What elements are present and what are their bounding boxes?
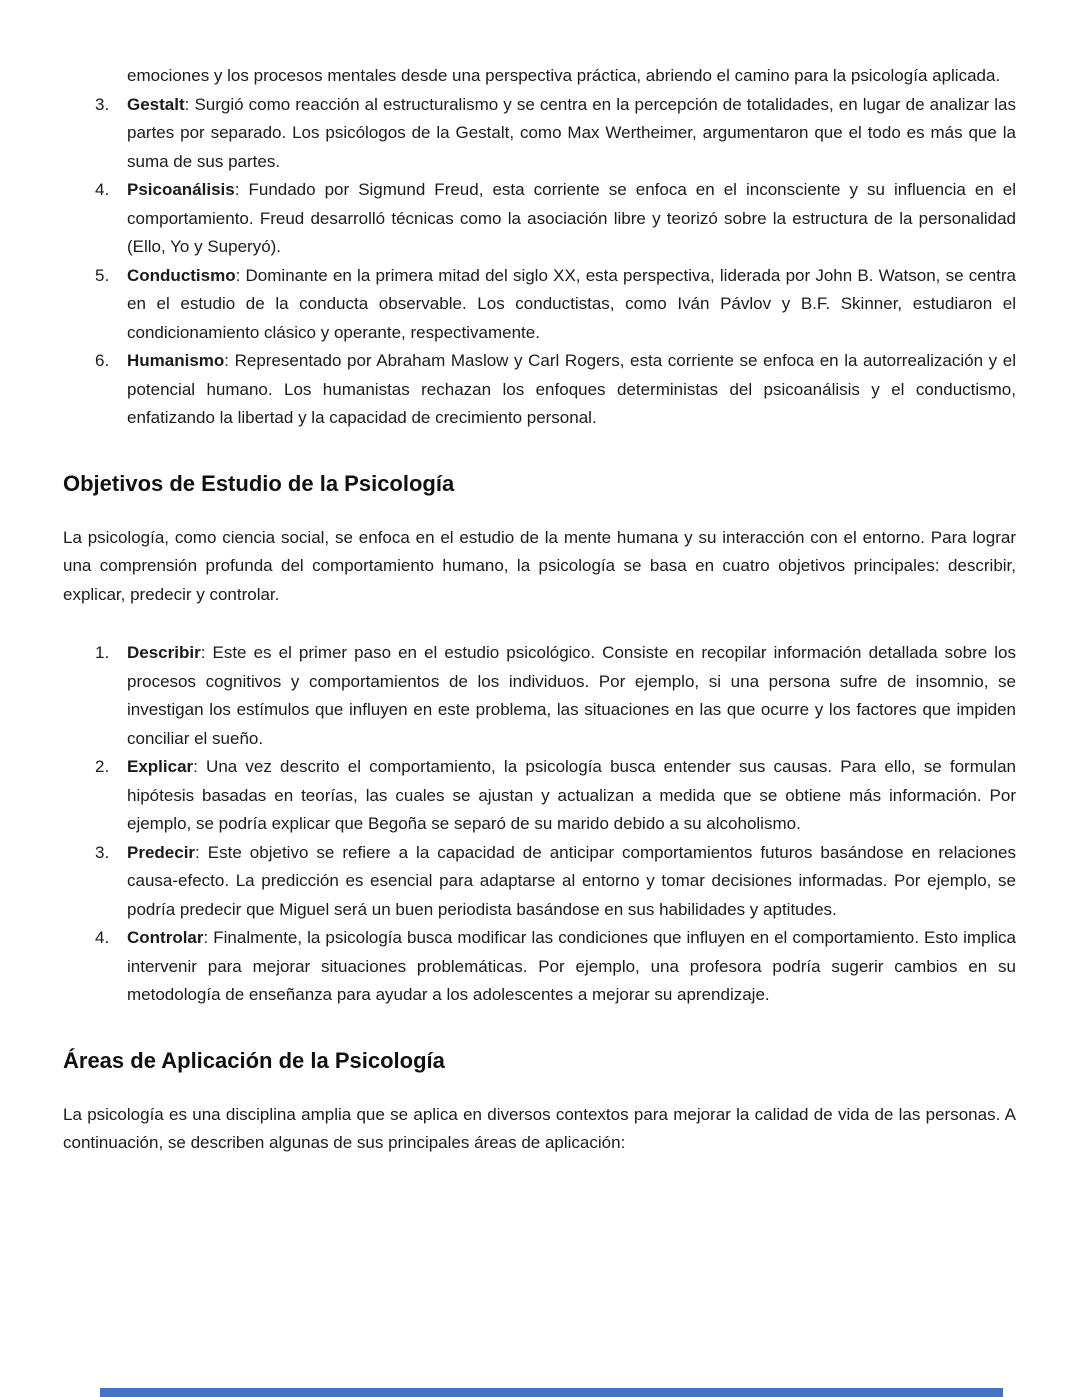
list-number: 4. [95, 928, 110, 947]
list-number: 3. [95, 842, 110, 862]
list-term: Humanismo [127, 351, 225, 370]
list-number: 1. [95, 643, 110, 662]
list-term: Describir [127, 643, 201, 662]
list-text: : Surgió como reacción al estructuralismo y se centra en la percepción de totalidades, en lugar de analizar las partes por separado. Los psicólogos de la Gestalt, como Max Wertheimer, argumentaron que el todo es más que la suma de sus partes. [127, 94, 1016, 171]
list-term: Predecir [127, 842, 196, 862]
list-item-gestalt [63, 91, 1016, 177]
schools-list [63, 91, 1016, 433]
list-item-conductismo [63, 262, 1016, 348]
section-heading-objetivos: Objetivos de Estudio de la Psicología [63, 470, 455, 496]
list-number: 3. [95, 94, 110, 114]
paragraph-objetivos-intro: La psicología, como ciencia social, se enfoca en el estudio de la mente humana y su interacción con el entorno. Para lograr una comprensión profunda del comportamiento humano, la psicología se basa en cuatro objetivos principales: describir, explicar, predecir y controlar. [63, 527, 1016, 604]
list-text: : Finalmente, la psicología busca modificar las condiciones que influyen en el comportamiento. Esto implica intervenir para mejorar situaciones problemáticas. Por ejemplo, una profesora podría sugerir cambios en su metodología de enseñanza para ayudar a los adolescentes a mejorar su aprendizaje. [127, 928, 1016, 1004]
list-item-controlar [63, 924, 1016, 1010]
list-text: : Fundado por Sigmund Freud, esta corriente se enfoca en el inconsciente y su influencia en el comportamiento. Freud desarrolló técnicas como la asociación libre y teorizó sobre la estructura de la personalidad (Ello, Yo y Superyó). [127, 180, 1016, 256]
list-item-describir [63, 639, 1016, 753]
paragraph-continuation: emociones y los procesos mentales desde una perspectiva práctica, abriendo el camino para la psicología aplicada. [127, 66, 1001, 85]
list-term: Controlar [127, 928, 204, 947]
list-text: : Representado por Abraham Maslow y Carl Rogers, esta corriente se enfoca en la autorrealización y el potencial humano. Los humanistas rechazan los enfoques deterministas del psicoanálisis y el conductismo, enfatizando la libertad y la capacidad de crecimiento personal. [127, 351, 1016, 427]
list-item-predecir [63, 839, 1016, 925]
list-item-psicoanalisis [63, 176, 1016, 262]
list-number: 6. [95, 351, 110, 370]
list-number: 4. [95, 180, 110, 199]
paragraph-areas-intro: La psicología es una disciplina amplia que se aplica en diversos contextos para mejorar la calidad de vida de las personas. A continuación, se describen algunas de sus principales áreas de aplicación: [63, 1104, 1016, 1152]
list-text: : Este objetivo se refiere a la capacidad de anticipar comportamientos futuros basándose en relaciones causa-efecto. La predicción es esencial para adaptarse al entorno y tomar decisiones informadas. Por ejemplo, se podría predecir que Miguel será un buen periodista basándose en sus habilidades y aptitudes. [127, 842, 1016, 919]
list-term: Conductismo [127, 265, 236, 285]
list-item-humanismo [63, 347, 1016, 433]
list-term: Explicar [127, 757, 194, 776]
list-text: : Dominante en la primera mitad del siglo XX, esta perspectiva, liderada por John B. Watson, se centra en el estudio de la conducta observable. Los conductistas, como Iván Pávlov y B.F. Skinner, estudiaron el condicionamiento clásico y operante, respectivamente. [127, 265, 1016, 342]
list-number: 5. [95, 265, 110, 285]
list-text: : Una vez descrito el comportamiento, la psicología busca entender sus causas. Para ello, se formulan hipótesis basadas en teorías, las cuales se ajustan y actualizan a medida que se obtiene más información. Por ejemplo, se podría explicar que Begoña se separó de su marido debido a su alcoholismo. [127, 757, 1016, 833]
list-text: : Este es el primer paso en el estudio psicológico. Consiste en recopilar información detallada sobre los procesos cognitivos y comportamientos de los individuos. Por ejemplo, si una persona sufre de insomnio, se investigan los estímulos que influyen en este problema, las situaciones en las que ocurre y los factores que impiden conciliar el sueño. [127, 643, 1016, 748]
list-item-explicar [63, 753, 1016, 839]
objetivos-list [63, 639, 1016, 1010]
table-header-partial [100, 1388, 1003, 1397]
list-number: 2. [95, 757, 110, 776]
list-term: Psicoanálisis [127, 180, 235, 199]
list-term: Gestalt [127, 94, 185, 114]
section-heading-areas: Áreas de Aplicación de la Psicología [63, 1047, 445, 1073]
